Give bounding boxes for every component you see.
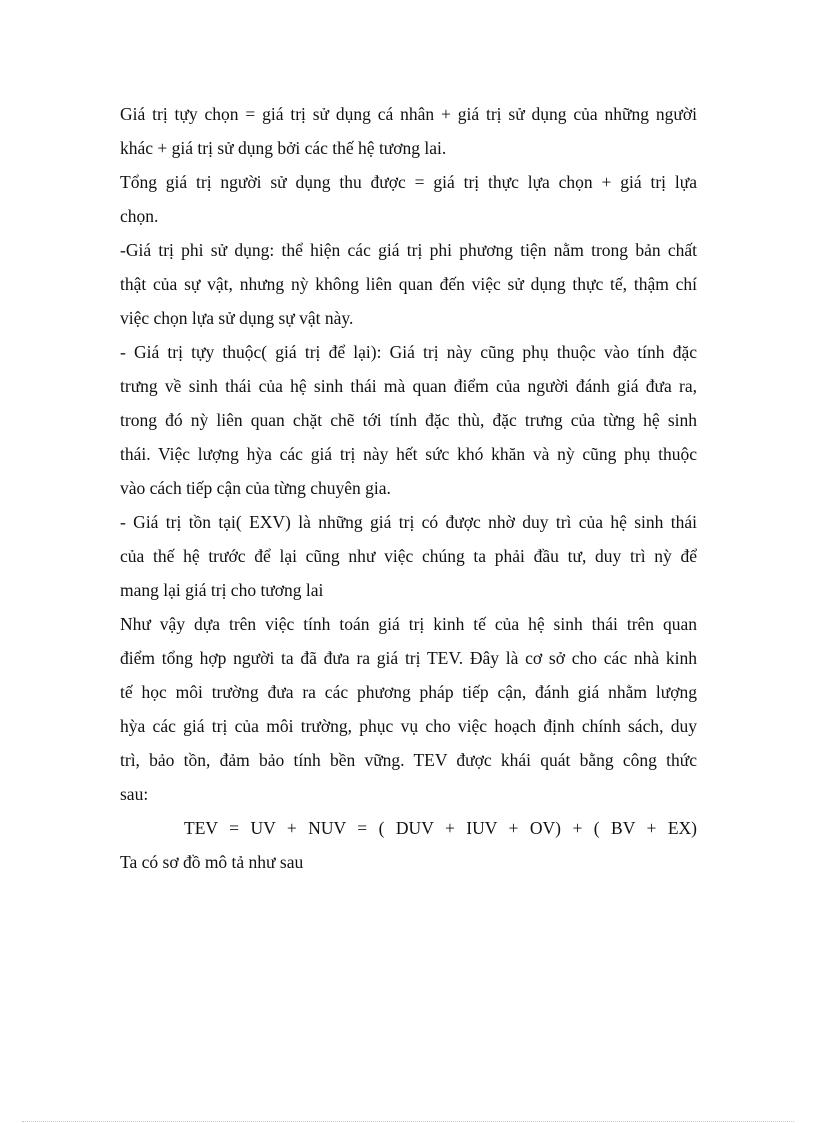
document-body — [120, 97, 697, 879]
text-line: -Giá trị phi sử dụng: thể hiện các giá trị phi phương tiện nằm trong bản chất — [120, 240, 697, 260]
text-line: Như vậy dựa trên việc tính toán giá trị kinh tế của hệ sinh thái trên quan — [120, 614, 697, 634]
text-line: chọn. — [120, 206, 159, 226]
text-line: - Giá trị tồn tại( EXV) là những giá trị có được nhờ duy trì của hệ sinh thái — [120, 512, 697, 532]
text-line: sau: — [120, 784, 149, 804]
tev-formula: TEV = UV + NUV = ( DUV + IUV + OV) + ( BV + EX) — [184, 818, 697, 838]
text-line: - Giá trị tựy thuộc( giá trị để lại): Giá trị này cũng phụ thuộc vào tính đặc — [120, 342, 697, 362]
text-line: của thế hệ trước để lại cũng như việc chúng ta phải đầu tư, duy trì nỳ để — [120, 546, 697, 566]
page-bottom-rule — [22, 1121, 794, 1122]
text-line: thật của sự vật, nhưng nỳ không liên quan đến việc sử dụng thực tế, thậm chí — [120, 274, 697, 294]
text-line: tế học môi trường đưa ra các phương pháp tiếp cận, đánh giá nhằm lượng — [120, 682, 697, 702]
text-line: trong đó nỳ liên quan chặt chẽ tới tính đặc thù, đặc trưng của từng hệ sinh — [120, 410, 697, 430]
text-line: trì, bảo tồn, đảm bảo tính bền vững. TEV được khái quát bằng công thức — [120, 750, 697, 770]
text-line: việc chọn lựa sử dụng sự vật này. — [120, 308, 354, 328]
text-line: thái. Việc lượng hỳa các giá trị này hết sức khó khăn và nỳ cũng phụ thuộc — [120, 444, 697, 464]
text-line: mang lại giá trị cho tương lai — [120, 580, 324, 600]
text-line: hỳa các giá trị của môi trường, phục vụ cho việc hoạch định chính sách, duy — [120, 716, 697, 736]
closing-line: Ta có sơ đồ mô tả như sau — [120, 852, 304, 872]
text-line: khác + giá trị sử dụng bởi các thế hệ tương lai. — [120, 138, 447, 158]
text-line: Tổng giá trị người sử dụng thu được = giá trị thực lựa chọn + giá trị lựa — [120, 172, 697, 192]
text-line: Giá trị tựy chọn = giá trị sử dụng cá nhân + giá trị sử dụng của những người — [120, 104, 697, 124]
text-line: điểm tổng hợp người ta đã đưa ra giá trị TEV. Đây là cơ sở cho các nhà kinh — [120, 648, 697, 668]
text-line: vào cách tiếp cận của từng chuyên gia. — [120, 478, 391, 498]
text-line: trưng về sinh thái của hệ sinh thái mà quan điểm của người đánh giá đưa ra, — [120, 376, 697, 396]
